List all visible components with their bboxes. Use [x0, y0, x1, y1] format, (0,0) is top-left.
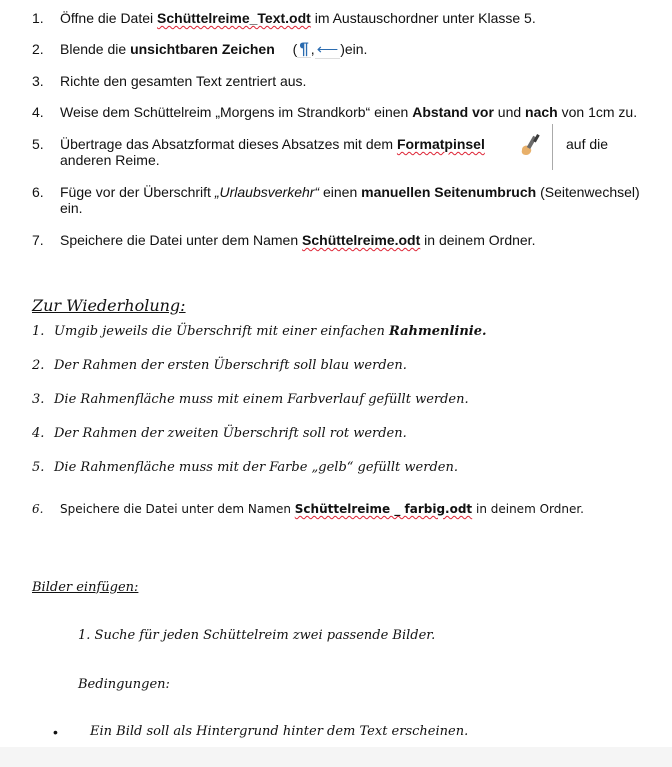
- item-number: 3.: [32, 73, 44, 89]
- item-number: 4.: [32, 426, 45, 441]
- open-paren: (: [292, 41, 298, 57]
- item-text: in deinem Ordner.: [472, 502, 584, 516]
- item-number: 2.: [32, 358, 45, 373]
- item-number: 4.: [32, 104, 44, 120]
- item-text: Richte den gesamten Text zentriert aus.: [60, 73, 307, 89]
- item-number: 5.: [32, 136, 44, 152]
- page-bottom-margin: [0, 747, 672, 767]
- item-number: 3.: [32, 392, 45, 407]
- comma: ,: [310, 41, 315, 57]
- item-text: und: [493, 104, 526, 120]
- item-text: Die Rahmenfläche muss mit einem Farbverlauf gefüllt werden.: [54, 392, 469, 407]
- bullet: •: [53, 724, 58, 740]
- pilcrow-icon: ¶: [299, 39, 309, 58]
- item-text: Füge vor der Überschrift: [60, 184, 215, 200]
- item-text: von 1cm zu.: [557, 104, 638, 120]
- item-number: 1.: [32, 324, 45, 339]
- format-paintbrush-icon: [508, 124, 553, 170]
- conditions-label: Bedingungen:: [78, 677, 170, 692]
- review-heading: Zur Wiederholung:: [32, 296, 186, 315]
- item-text: Umgib jeweils die Überschrift mit einer einfachen: [54, 324, 389, 339]
- images-item: 1. Suche für jeden Schüttelreim zwei passende Bilder.: [78, 628, 436, 643]
- filename: Schüttelreime_Text.odt: [157, 10, 311, 26]
- item-number: 5.: [32, 460, 45, 475]
- item-number: 7.: [32, 232, 44, 248]
- item-number: 6.: [32, 184, 44, 200]
- bold-term: unsichtbaren Zeichen: [130, 41, 275, 57]
- item-text: )ein.: [340, 41, 368, 57]
- item-text: anderen Reime.: [60, 152, 160, 168]
- images-heading: Bilder einfügen:: [32, 580, 139, 595]
- return-arrow-icon: ⟵: [316, 41, 339, 58]
- italic-term: „Urlaubsverkehr“: [214, 184, 320, 200]
- item-number: 6.: [32, 502, 44, 516]
- bullet-item: Ein Bild soll als Hintergrund hinter dem Text erscheinen.: [90, 724, 469, 739]
- item-text: Der Rahmen der ersten Überschrift soll blau werden.: [54, 358, 407, 373]
- bold-term: nach: [525, 104, 558, 120]
- bold-term: Formatpinsel: [396, 136, 485, 152]
- filename: Schüttelreime _ farbig.odt: [294, 502, 473, 516]
- item-text: Blende die: [60, 41, 131, 57]
- item-text: ein.: [60, 200, 83, 216]
- item-text: auf die: [566, 136, 609, 152]
- item-text: im Austauschordner unter Klasse 5.: [310, 10, 536, 26]
- item-text: Öffne die Datei: [60, 10, 158, 26]
- item-text: Speichere die Datei unter dem Namen: [60, 232, 303, 248]
- item-number: 2.: [32, 41, 44, 57]
- item-text: Die Rahmenfläche muss mit der Farbe „gelb“ gefüllt werden.: [54, 460, 458, 475]
- filename: Schüttelreime.odt: [302, 232, 421, 248]
- item-text: (Seitenwechsel): [536, 184, 640, 200]
- bold-term: Abstand vor: [412, 104, 494, 120]
- bold-term: Rahmenlinie.: [388, 324, 487, 339]
- item-text: Weise dem Schüttelreim „Morgens im Strandkorb“ einen: [60, 104, 413, 120]
- item-text: Übertrage das Absatzformat dieses Absatzes mit dem: [60, 136, 397, 152]
- item-text: Der Rahmen der zweiten Überschrift soll rot werden.: [54, 426, 407, 441]
- item-text: in deinem Ordner.: [420, 232, 536, 248]
- item-text: einen: [319, 184, 362, 200]
- item-number: 1.: [32, 10, 44, 26]
- item-text: Speichere die Datei unter dem Namen: [60, 502, 295, 516]
- bold-term: manuellen Seitenumbruch: [361, 184, 537, 200]
